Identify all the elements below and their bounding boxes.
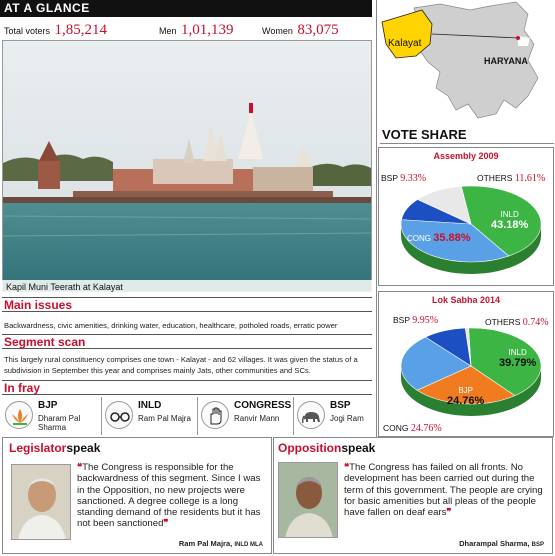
men-value: 1,01,139 [180, 22, 234, 38]
candidate-name: Jogi Ram [330, 414, 364, 423]
open-quote-icon: ❝ [77, 462, 83, 473]
lotus-icon [5, 401, 33, 429]
label-bsp-value: 9.33% [400, 173, 427, 184]
opposition-speak-box [273, 437, 553, 554]
legislator-speak-title [9, 441, 100, 455]
label-bjp-value: 24.76% [447, 395, 485, 407]
label-others-value: 0.74% [522, 317, 549, 328]
candidate-party: CONGRESS [234, 400, 292, 411]
title-black: speak [341, 441, 376, 455]
candidate-inld [102, 397, 198, 435]
label-inld-name: INLD [508, 348, 527, 357]
men-voters [159, 21, 233, 39]
label-cong-name: CONG [407, 234, 431, 243]
close-quote-icon: ❞ [163, 518, 169, 530]
candidate-name: Ram Pal Majra [138, 414, 191, 423]
label-inld [491, 210, 528, 230]
label-cong [383, 423, 442, 434]
label-bjp [447, 386, 484, 406]
open-quote-icon: ❝ [344, 462, 350, 473]
opposition-attribution [459, 539, 544, 548]
label-bjp-name: BJP [458, 386, 473, 395]
total-voters [4, 21, 107, 39]
candidate-party: BJP [38, 400, 58, 411]
label-cong-name: CONG [383, 423, 409, 433]
label-others [485, 317, 549, 328]
dharampal-sharma-portrait [278, 462, 338, 538]
label-bsp-name: BSP [381, 173, 398, 183]
photo-caption: Kapil Muni Teerath at Kalayat [2, 280, 372, 294]
main-issues-text: Backwardness, civic amenities, drinking water, education, healthcare, potholed roads, erratic power [4, 321, 338, 330]
label-inld-name: INLD [500, 210, 519, 219]
opposition-quote [344, 462, 546, 518]
haryana-map [378, 0, 554, 122]
label-others [477, 173, 545, 184]
close-quote-icon: ❞ [446, 507, 452, 519]
page-title: AT A GLANCE [4, 1, 90, 15]
candidate-name: Ranvir Mann [234, 414, 280, 423]
label-inld [499, 348, 536, 368]
legislator-quote-text: The Congress is responsible for the backwardness of this segment. Since I was in the Opposition, no new projects were sanctioned. A degree college is a long standing demand of the residents but it has not been sanctioned [77, 462, 261, 530]
label-bsp [381, 173, 426, 184]
candidate-bjp [2, 397, 102, 435]
spectacles-icon [105, 401, 133, 429]
candidate-party: BSP [330, 400, 351, 411]
label-bsp [393, 315, 438, 326]
total-voters-value: 1,85,214 [54, 22, 107, 38]
label-others-name: OTHERS [477, 173, 513, 183]
legislator-name: Ram Pal Majra, [178, 539, 233, 548]
women-label: Women [262, 26, 293, 36]
main-issues-title: Main issues [4, 298, 73, 312]
pie-chart-2009 [379, 148, 555, 287]
in-fray-header [2, 380, 372, 395]
assembly-2009-chart [378, 147, 554, 286]
opposition-name: Dharampal Sharma, [459, 539, 530, 548]
candidate-party: INLD [138, 400, 162, 411]
chart-title: Assembly 2009 [433, 151, 499, 161]
vote-share-title: VOTE SHARE [382, 127, 467, 142]
label-cong [407, 233, 471, 244]
title-red: Opposition [278, 441, 342, 455]
men-label: Men [159, 26, 177, 36]
legislator-attribution [179, 539, 263, 548]
map-place-label: Kalayat [388, 38, 422, 49]
candidate-bsp [294, 397, 372, 435]
label-others-name: OTHERS [485, 317, 521, 327]
label-bsp-value: 9.95% [412, 315, 439, 326]
total-voters-label: Total voters [4, 26, 51, 36]
opposition-speak-title [278, 441, 375, 455]
segment-scan-text: This largely rural constituency comprises one town - Kalayat - and 62 villages. It was given the status of a subdivision in September this year and comprises mainly Jats, other communities and SCs. [4, 355, 358, 375]
column-divider [376, 0, 377, 437]
label-inld-value: 39.79% [499, 357, 537, 369]
chart-title: Lok Sabha 2014 [431, 295, 501, 305]
map-state-label: HARYANA [484, 56, 528, 66]
legislator-speak-box [2, 437, 272, 554]
opposition-quote-text: The Congress has failed on all fronts. No development has been carried out during the term of this government. The people are crying for basic amenities but all pleas of the people have fallen on deaf ears [344, 462, 543, 519]
in-fray-title: In fray [4, 381, 41, 395]
opposition-role: BSP [531, 542, 544, 548]
elephant-icon [297, 401, 325, 429]
legislator-quote [77, 462, 267, 530]
ram-pal-majra-portrait [11, 464, 71, 540]
label-others-value: 11.61% [514, 173, 546, 184]
kapil-muni-photo [2, 40, 372, 292]
label-inld-value: 43.18% [491, 219, 529, 231]
women-voters [262, 21, 339, 39]
vote-share-rule [380, 143, 554, 144]
label-cong-value: 35.88% [433, 232, 471, 244]
title-red: Legislator [9, 441, 67, 455]
women-value: 83,075 [297, 22, 339, 38]
hand-icon [201, 401, 229, 429]
title-black: speak [66, 441, 101, 455]
label-cong-value: 24.76% [410, 423, 442, 434]
segment-scan-title: Segment scan [4, 335, 86, 349]
lok-sabha-2014-chart [378, 291, 554, 437]
candidate-name: Dharam Pal Sharma [38, 414, 81, 432]
legislator-role: INLD MLA [234, 542, 263, 548]
candidate-congress [198, 397, 294, 435]
label-bsp-name: BSP [393, 315, 410, 325]
